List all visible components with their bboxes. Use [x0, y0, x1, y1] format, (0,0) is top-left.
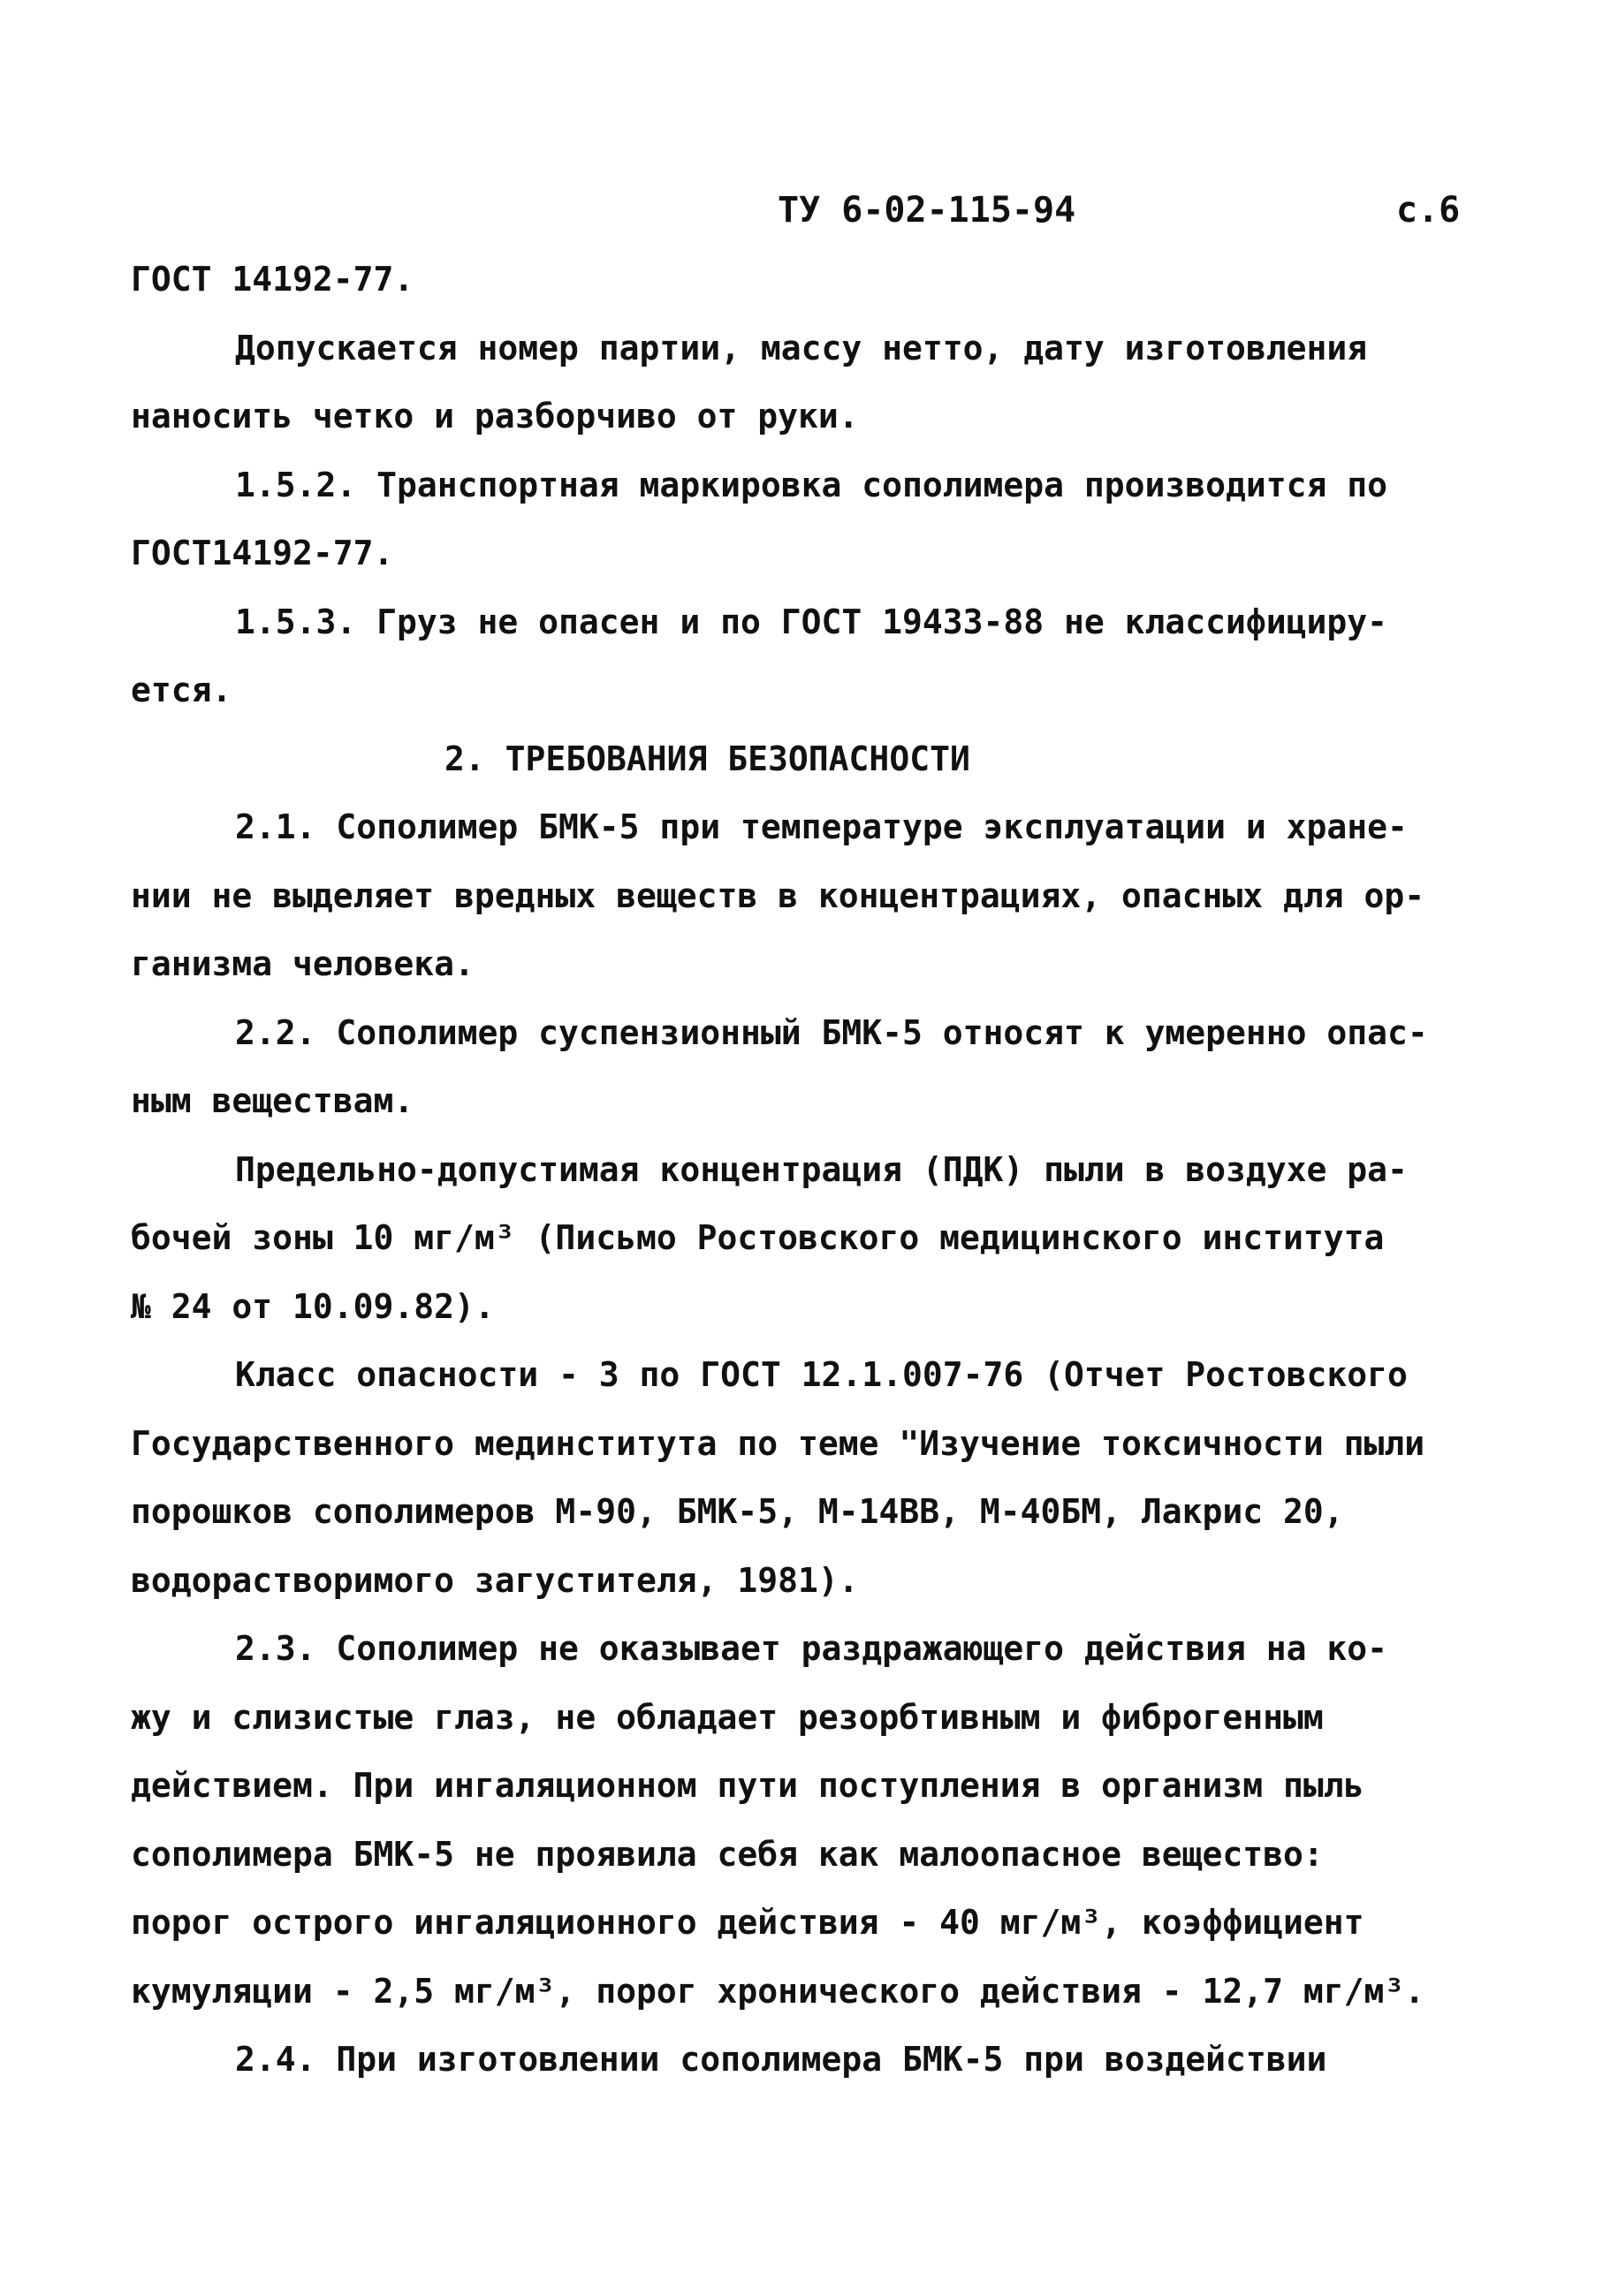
section-heading: 2. ТРЕБОВАНИЯ БЕЗОПАСНОСТИ	[444, 739, 970, 778]
text-line: кумуляции - 2,5 мг/м³, порог хронического действия - 12,7 мг/м³.	[131, 1971, 1425, 2011]
text-line: действием. При ингаляционном пути поступления в организм пыль	[131, 1766, 1364, 1805]
text-line: ГОСТ14192-77.	[131, 534, 394, 572]
text-line: порошков сополимеров М-90, БМК-5, М-14ВВ, М-40БМ, Лакрис 20,	[131, 1492, 1344, 1531]
text-line: 2.3. Сополимер не оказывает раздражающего действия на ко-	[235, 1629, 1388, 1668]
page-header	[0, 184, 1618, 237]
text-line: сополимера БМК-5 не проявила себя как малоопасное вещество:	[131, 1834, 1324, 1874]
text-line: нии не выделяет вредных веществ в концентрациях, опасных для ор-	[131, 875, 1425, 915]
document-body	[131, 246, 1500, 2095]
text-line: Класс опасности - 3 по ГОСТ 12.1.007-76 (Отчет Ростовского	[235, 1355, 1408, 1394]
text-line: ется.	[131, 671, 232, 709]
page-number: с.6	[1396, 190, 1461, 231]
text-line: жу и слизистые глаз, не обладает резорбтивным и фиброгенным	[131, 1697, 1324, 1737]
text-line: водорастворимого загустителя, 1981).	[131, 1560, 859, 1600]
text-line: ГОСТ 14192-77.	[131, 260, 414, 299]
text-line: ным веществам.	[131, 1081, 414, 1120]
text-line: № 24 от 10.09.82).	[131, 1286, 495, 1326]
text-line: 1.5.3. Груз не опасен и по ГОСТ 19433-88 не классифициру-	[235, 602, 1388, 641]
document-code: ТУ 6-02-115-94	[778, 190, 1076, 231]
text-line: 2.2. Сополимер суспензионный БМК-5 относят к умеренно опас-	[235, 1012, 1428, 1052]
text-line: Предельно-допустимая концентрация (ПДК) пыли в воздухе ра-	[235, 1149, 1408, 1189]
text-line: наносить четко и разборчиво от руки.	[131, 397, 859, 436]
text-line: 1.5.2. Транспортная маркировка сополимера производится по	[235, 465, 1388, 504]
text-line: 2.4. При изготовлении сополимера БМК-5 при воздействии	[235, 2040, 1327, 2079]
text-line: Государственного мединститута по теме "Изучение токсичности пыли	[131, 1423, 1425, 1463]
text-line: 2.1. Сополимер БМК-5 при температуре эксплуатации и хране-	[235, 807, 1408, 846]
text-line: Допускается номер партии, массу нетто, дату изготовления	[235, 328, 1368, 368]
text-line: бочей зоны 10 мг/м³ (Письмо Ростовского медицинского института	[131, 1218, 1385, 1257]
text-line: ганизма человека.	[131, 944, 475, 983]
text-line: порог острого ингаляционного действия - 40 мг/м³, коэффициент	[131, 1903, 1364, 1942]
